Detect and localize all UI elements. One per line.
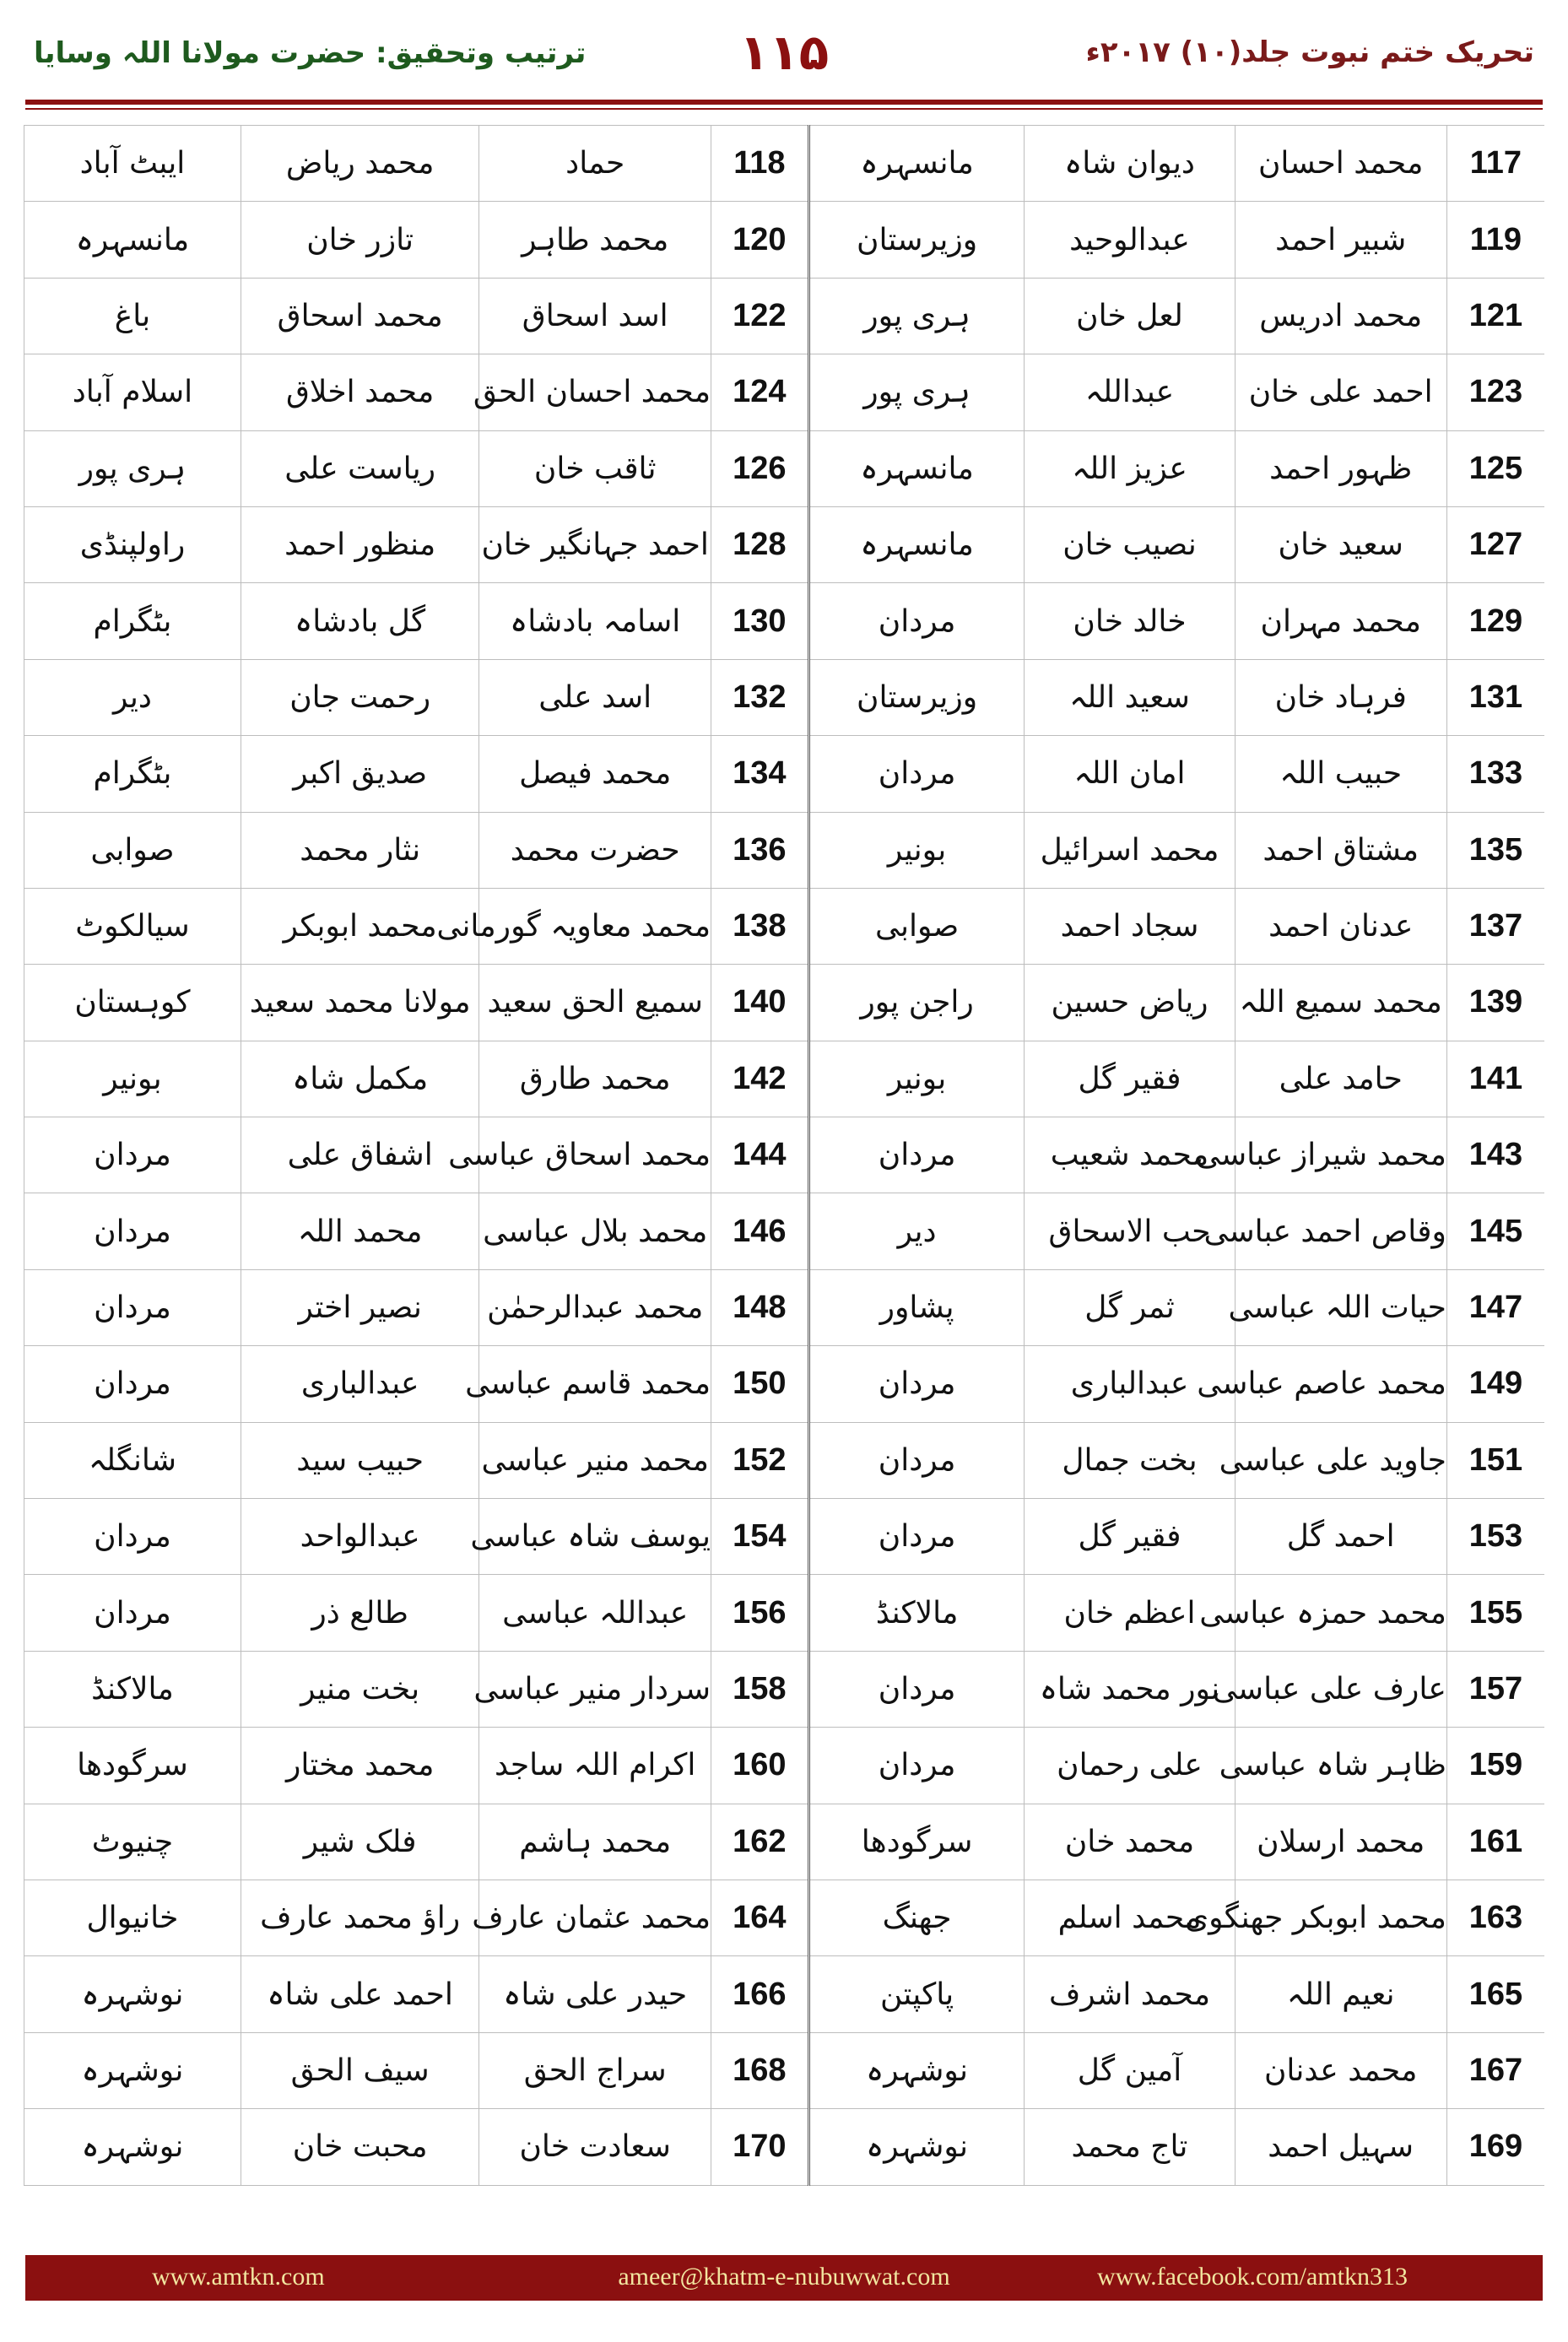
entry-place: مردان — [808, 1346, 1025, 1422]
table-row — [24, 430, 1545, 506]
entry-name: سعید خان — [1235, 506, 1446, 582]
entry-name: محمد سمیع اللہ — [1235, 965, 1446, 1041]
entry-father-name: نصیر اختر — [241, 1269, 479, 1345]
entry-name: محمد طاہر — [479, 202, 711, 278]
entry-place: مردان — [24, 1499, 241, 1575]
entry-number: 137 — [1446, 888, 1544, 964]
entry-father-name: منظور احمد — [241, 506, 479, 582]
entry-place: ہری پور — [808, 278, 1025, 354]
entry-name: وقاص احمد عباسی — [1235, 1193, 1446, 1269]
entry-place: نوشہرہ — [24, 1956, 241, 2032]
entry-place: ہری پور — [808, 354, 1025, 430]
entry-place: وزیرستان — [808, 202, 1025, 278]
entry-name: حیات اللہ عباسی — [1235, 1269, 1446, 1345]
entry-number: 154 — [711, 1499, 809, 1575]
entry-father-name: خالد خان — [1025, 583, 1235, 659]
entry-name: محمد ارسلان — [1235, 1804, 1446, 1880]
entry-father-name: عبدالباری — [241, 1346, 479, 1422]
entry-name: شبیر احمد — [1235, 202, 1446, 278]
entry-father-name: محمد اسحاق — [241, 278, 479, 354]
entry-father-name: احمد علی شاہ — [241, 1956, 479, 2032]
entry-father-name: محمد مختار — [241, 1728, 479, 1804]
entry-place: نوشہرہ — [808, 2032, 1025, 2108]
entry-father-name: محمد شعیب — [1025, 1117, 1235, 1193]
table-row — [24, 1346, 1545, 1422]
entry-number: 141 — [1446, 1041, 1544, 1117]
entry-father-name: محمد اسرائیل — [1025, 812, 1235, 888]
entry-father-name: محبت خان — [241, 2109, 479, 2185]
entry-father-name: سیف الحق — [241, 2032, 479, 2108]
table-row — [24, 1269, 1545, 1345]
table-body — [24, 126, 1545, 2186]
entry-name: محمد احسان — [1235, 126, 1446, 202]
entry-father-name: نور محمد شاہ — [1025, 1651, 1235, 1727]
entry-number: 143 — [1446, 1117, 1544, 1193]
table-row — [24, 126, 1545, 202]
entry-number: 145 — [1446, 1193, 1544, 1269]
entry-name: محمد بلال عباسی — [479, 1193, 711, 1269]
table-row — [24, 278, 1545, 354]
entry-number: 170 — [711, 2109, 809, 2185]
entry-place: مالاکنڈ — [24, 1651, 241, 1727]
entry-name: محمد اسحاق عباسی — [479, 1117, 711, 1193]
table-row — [24, 1422, 1545, 1498]
entry-place: مردان — [808, 736, 1025, 812]
entry-father-name: حبیب سید — [241, 1422, 479, 1498]
entry-number: 163 — [1446, 1880, 1544, 1955]
entry-place: مانسہرہ — [808, 430, 1025, 506]
entry-name: اسد اسحاق — [479, 278, 711, 354]
entry-name: احمد جہانگیر خان — [479, 506, 711, 582]
entry-name: محمد حمزہ عباسی — [1235, 1575, 1446, 1651]
entry-name: احمد گل — [1235, 1499, 1446, 1575]
entry-name: محمد قاسم عباسی — [479, 1346, 711, 1422]
entry-place: کوہستان — [24, 965, 241, 1041]
header-rule-thick — [25, 100, 1543, 105]
entry-place: مانسہرہ — [808, 126, 1025, 202]
entry-number: 124 — [711, 354, 809, 430]
entry-father-name: محمد اللہ — [241, 1193, 479, 1269]
table-row — [24, 2109, 1545, 2185]
entry-place: مردان — [808, 583, 1025, 659]
entry-place: صوابی — [808, 888, 1025, 964]
entry-number: 147 — [1446, 1269, 1544, 1345]
entry-number: 131 — [1446, 659, 1544, 735]
names-table — [24, 125, 1544, 2186]
entry-place: سرگودھا — [24, 1728, 241, 1804]
entry-number: 165 — [1446, 1956, 1544, 2032]
entry-number: 167 — [1446, 2032, 1544, 2108]
table-row — [24, 659, 1545, 735]
entry-place: پشاور — [808, 1269, 1025, 1345]
table-row — [24, 506, 1545, 582]
entry-number: 151 — [1446, 1422, 1544, 1498]
entry-name: فرہاد خان — [1235, 659, 1446, 735]
table-row — [24, 1728, 1545, 1804]
entry-father-name: ریاض حسین — [1025, 965, 1235, 1041]
entry-name: نعیم اللہ — [1235, 1956, 1446, 2032]
page-footer — [25, 2255, 1543, 2301]
entry-place: پاکپتن — [808, 1956, 1025, 2032]
entry-place: خانیوال — [24, 1880, 241, 1955]
book-title: تحریک ختم نبوت جلد(۱۰) ۲۰۱۷ء — [1085, 35, 1534, 69]
entry-place: دیر — [24, 659, 241, 735]
entry-number: 127 — [1446, 506, 1544, 582]
entry-father-name: حب الاسحاق — [1025, 1193, 1235, 1269]
entry-place: مردان — [24, 1193, 241, 1269]
table-row — [24, 965, 1545, 1041]
entry-number: 159 — [1446, 1728, 1544, 1804]
entry-place: ایبٹ آباد — [24, 126, 241, 202]
entry-father-name: فلک شیر — [241, 1804, 479, 1880]
entry-father-name: تازر خان — [241, 202, 479, 278]
entry-name: حیدر علی شاہ — [479, 1956, 711, 2032]
entry-number: 132 — [711, 659, 809, 735]
entry-number: 142 — [711, 1041, 809, 1117]
entry-father-name: محمد اشرف — [1025, 1956, 1235, 2032]
entry-place: وزیرستان — [808, 659, 1025, 735]
entry-name: محمد عاصم عباسی — [1235, 1346, 1446, 1422]
entry-father-name: تاج محمد — [1025, 2109, 1235, 2185]
entry-place: بونیر — [808, 1041, 1025, 1117]
entry-number: 168 — [711, 2032, 809, 2108]
entry-place: مردان — [808, 1117, 1025, 1193]
entry-father-name: عبداللہ — [1025, 354, 1235, 430]
entry-father-name: ثمر گل — [1025, 1269, 1235, 1345]
entry-name: عبداللہ عباسی — [479, 1575, 711, 1651]
entry-father-name: محمد اخلاق — [241, 354, 479, 430]
entry-father-name: گل بادشاہ — [241, 583, 479, 659]
entry-name: یوسف شاہ عباسی — [479, 1499, 711, 1575]
entry-number: 144 — [711, 1117, 809, 1193]
entry-name: محمد مہران — [1235, 583, 1446, 659]
entry-name: عارف علی عباسی — [1235, 1651, 1446, 1727]
entry-place: مانسہرہ — [808, 506, 1025, 582]
entry-number: 133 — [1446, 736, 1544, 812]
entry-father-name: محمد ریاض — [241, 126, 479, 202]
entry-name: محمد احسان الحق — [479, 354, 711, 430]
table-row — [24, 1804, 1545, 1880]
entry-place: بونیر — [808, 812, 1025, 888]
entry-name: حبیب اللہ — [1235, 736, 1446, 812]
entry-number: 138 — [711, 888, 809, 964]
entry-father-name: نثار محمد — [241, 812, 479, 888]
entry-name: عدنان احمد — [1235, 888, 1446, 964]
entry-place: بٹگرام — [24, 583, 241, 659]
entry-father-name: صدیق اکبر — [241, 736, 479, 812]
entry-name: ثاقب خان — [479, 430, 711, 506]
entry-father-name: امان اللہ — [1025, 736, 1235, 812]
table-row — [24, 1651, 1545, 1727]
entry-place: سیالکوٹ — [24, 888, 241, 964]
entry-name: اسد علی — [479, 659, 711, 735]
entry-place: چنیوٹ — [24, 1804, 241, 1880]
entry-number: 136 — [711, 812, 809, 888]
table-row — [24, 1956, 1545, 2032]
entry-place: سرگودھا — [808, 1804, 1025, 1880]
entry-number: 140 — [711, 965, 809, 1041]
entry-number: 148 — [711, 1269, 809, 1345]
entry-name: حضرت محمد — [479, 812, 711, 888]
entry-name: سراج الحق — [479, 2032, 711, 2108]
entry-name: محمد ادریس — [1235, 278, 1446, 354]
entry-place: مردان — [24, 1269, 241, 1345]
entry-place: مالاکنڈ — [808, 1575, 1025, 1651]
entry-place: مردان — [808, 1422, 1025, 1498]
website-link[interactable]: www.amtkn.com — [152, 2263, 325, 2291]
entry-father-name: طالع ذر — [241, 1575, 479, 1651]
entry-father-name: مکمل شاہ — [241, 1041, 479, 1117]
entry-father-name: آمین گل — [1025, 2032, 1235, 2108]
entry-place: صوابی — [24, 812, 241, 888]
entry-father-name: عبدالوحید — [1025, 202, 1235, 278]
entry-father-name: عبدالباری — [1025, 1346, 1235, 1422]
entry-name: اکرام اللہ ساجد — [479, 1728, 711, 1804]
entry-father-name: عبدالواحد — [241, 1499, 479, 1575]
entry-father-name: عزیز اللہ — [1025, 430, 1235, 506]
entry-number: 123 — [1446, 354, 1544, 430]
entry-name: ظاہر شاہ عباسی — [1235, 1728, 1446, 1804]
entry-number: 150 — [711, 1346, 809, 1422]
table-row — [24, 1041, 1545, 1117]
entry-number: 153 — [1446, 1499, 1544, 1575]
entry-number: 157 — [1446, 1651, 1544, 1727]
entry-number: 152 — [711, 1422, 809, 1498]
entry-father-name: بخت جمال — [1025, 1422, 1235, 1498]
entry-number: 161 — [1446, 1804, 1544, 1880]
entry-number: 162 — [711, 1804, 809, 1880]
entry-name: اسامہ بادشاہ — [479, 583, 711, 659]
entry-father-name: محمد اسلم — [1025, 1880, 1235, 1955]
entry-place: بٹگرام — [24, 736, 241, 812]
entry-number: 119 — [1446, 202, 1544, 278]
table-row — [24, 888, 1545, 964]
entry-name: احمد علی خان — [1235, 354, 1446, 430]
entry-father-name: محمد ابوبکر — [241, 888, 479, 964]
entry-place: جھنگ — [808, 1880, 1025, 1955]
entry-name: حامد علی — [1235, 1041, 1446, 1117]
table-row — [24, 812, 1545, 888]
entry-name: محمد عثمان عارف — [479, 1880, 711, 1955]
email-link[interactable]: ameer@khatm-e-nubuwwat.com — [618, 2263, 950, 2291]
entry-number: 169 — [1446, 2109, 1544, 2185]
entry-number: 120 — [711, 202, 809, 278]
entry-place: نوشہرہ — [24, 2109, 241, 2185]
entry-father-name: نصیب خان — [1025, 506, 1235, 582]
table-row — [24, 1575, 1545, 1651]
entry-name: سہیل احمد — [1235, 2109, 1446, 2185]
entry-number: 117 — [1446, 126, 1544, 202]
table-row — [24, 1117, 1545, 1193]
entry-place: شانگلہ — [24, 1422, 241, 1498]
entry-father-name: بخت منیر — [241, 1651, 479, 1727]
entry-place: راجن پور — [808, 965, 1025, 1041]
entry-father-name: راؤ محمد عارف — [241, 1880, 479, 1955]
entry-place: نوشہرہ — [808, 2109, 1025, 2185]
entry-name: جاوید علی عباسی — [1235, 1422, 1446, 1498]
table-row — [24, 1880, 1545, 1955]
entry-father-name: علی رحمان — [1025, 1728, 1235, 1804]
entry-number: 166 — [711, 1956, 809, 2032]
entry-place: مردان — [808, 1728, 1025, 1804]
table-row — [24, 202, 1545, 278]
entry-name: سردار منیر عباسی — [479, 1651, 711, 1727]
entry-number: 121 — [1446, 278, 1544, 354]
entry-place: مانسہرہ — [24, 202, 241, 278]
entry-number: 129 — [1446, 583, 1544, 659]
entry-name: حماد — [479, 126, 711, 202]
entry-father-name: سعید اللہ — [1025, 659, 1235, 735]
entry-place: مردان — [808, 1499, 1025, 1575]
entry-name: محمد منیر عباسی — [479, 1422, 711, 1498]
entry-place: مردان — [24, 1117, 241, 1193]
entry-name: محمد فیصل — [479, 736, 711, 812]
entry-name: محمد ہاشم — [479, 1804, 711, 1880]
page-number: ۱۱۵ — [738, 24, 830, 81]
entry-number: 156 — [711, 1575, 809, 1651]
entry-place: مردان — [808, 1651, 1025, 1727]
entry-name: محمد طارق — [479, 1041, 711, 1117]
entry-number: 134 — [711, 736, 809, 812]
table-row — [24, 2032, 1545, 2108]
entry-number: 126 — [711, 430, 809, 506]
entry-father-name: سجاد احمد — [1025, 888, 1235, 964]
header-rule-thin — [25, 108, 1543, 110]
entry-name: مشتاق احمد — [1235, 812, 1446, 888]
entry-number: 130 — [711, 583, 809, 659]
entry-number: 146 — [711, 1193, 809, 1269]
entry-father-name: اعظم خان — [1025, 1575, 1235, 1651]
entry-name: محمد عبدالرحمٰن — [479, 1269, 711, 1345]
entry-father-name: رحمت جان — [241, 659, 479, 735]
table-row — [24, 354, 1545, 430]
entry-place: باغ — [24, 278, 241, 354]
table-row — [24, 736, 1545, 812]
entry-number: 160 — [711, 1728, 809, 1804]
entry-father-name: فقیر گل — [1025, 1499, 1235, 1575]
entry-father-name: اشفاق علی — [241, 1117, 479, 1193]
table-row — [24, 583, 1545, 659]
table-row — [24, 1193, 1545, 1269]
entry-place: بونیر — [24, 1041, 241, 1117]
entry-number: 155 — [1446, 1575, 1544, 1651]
entry-name: محمد عدنان — [1235, 2032, 1446, 2108]
entry-father-name: ریاست علی — [241, 430, 479, 506]
entry-number: 135 — [1446, 812, 1544, 888]
entry-number: 149 — [1446, 1346, 1544, 1422]
entry-number: 118 — [711, 126, 809, 202]
entry-number: 122 — [711, 278, 809, 354]
entry-place: دیر — [808, 1193, 1025, 1269]
entry-name: محمد ابوبکر جھنگوی — [1235, 1880, 1446, 1955]
page-header — [34, 24, 1534, 91]
entry-number: 158 — [711, 1651, 809, 1727]
entry-number: 128 — [711, 506, 809, 582]
entry-father-name: محمد خان — [1025, 1804, 1235, 1880]
entry-place: راولپنڈی — [24, 506, 241, 582]
entry-place: ہری پور — [24, 430, 241, 506]
entry-name: سعادت خان — [479, 2109, 711, 2185]
entry-number: 139 — [1446, 965, 1544, 1041]
entry-name: ظہور احمد — [1235, 430, 1446, 506]
entry-name: محمد شیراز عباسی — [1235, 1117, 1446, 1193]
entry-father-name: مولانا محمد سعید — [241, 965, 479, 1041]
entry-place: نوشہرہ — [24, 2032, 241, 2108]
entry-father-name: لعل خان — [1025, 278, 1235, 354]
facebook-link[interactable]: www.facebook.com/amtkn313 — [1097, 2263, 1408, 2291]
entry-place: اسلام آباد — [24, 354, 241, 430]
entry-place: مردان — [24, 1346, 241, 1422]
entry-number: 164 — [711, 1880, 809, 1955]
table-row — [24, 1499, 1545, 1575]
entry-place: مردان — [24, 1575, 241, 1651]
entry-number: 125 — [1446, 430, 1544, 506]
compiler-credit: ترتیب وتحقیق: حضرت مولانا اللہ وسایا — [34, 36, 587, 70]
entry-name: محمد معاویہ گورمانی — [479, 888, 711, 964]
entry-father-name: دیوان شاہ — [1025, 126, 1235, 202]
entry-name: سمیع الحق سعید — [479, 965, 711, 1041]
entry-father-name: فقیر گل — [1025, 1041, 1235, 1117]
